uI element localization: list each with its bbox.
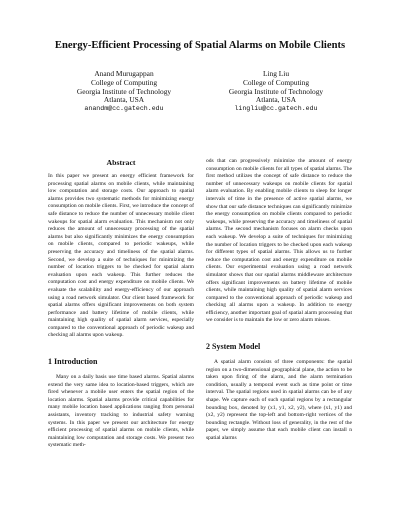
abstract-text: In this paper we present an energy efficient framework for processing spatial alarms on mobile clients, while maintaining low computation and storage costs. Our approach to spatial alarms provides two systematic methods for minimizing energy consumption on mobile clients. First, we introduce the concept of safe distance to reduce the number of unnecessary mobile client wakeups for spatial alarm evaluation. This mechanism not only reduces the amount of unnecessary processing of the spatial alarms but also significantly minimizes the energy consumption on mobile clients, compared to periodic wakeups, while preserving the accuracy and timeliness of the spatial alarms. Second, we develop a suite of techniques for minimizing the number of location triggers to be checked for spatial alarm evaluation upon each wakeup. This further reduces the computation cost and energy expenditure on mobile clients. We evaluate the scalability and energy-efficiency of our approach using a road network simulator. Our client based framework for spatial alarms offers significant improvements on both system performance and battery lifetime of mobile clients, while maintaining high quality of spatial alarm services, especially compared to the conventional approach of periodic wakeup and checking all alarms upon wakeup.: [48, 173, 194, 339]
introduction-continuation: ods that can progressively minimize the amount of energy consumption on mobile clients for all types of spatial alarms. The first method utilizes the concept of safe distance to reduce the number of unnecessary wakeups on mobile clients for spatial alarm evaluation. By enabling mobile clients to sleep for longer intervals of time in the presence of active spatial alarms, we show that our safe distance techniques can significantly minimize the energy consumption on mobile clients compared to periodic wakeups, while preserving the accuracy and timeliness of spatial alarms. The second mechanism focuses on alarm checks upon each wakeup. We develop a suite of techniques for minimizing the number of location triggers to be checked upon each wakeup for different types of spatial alarms. This allows us to further reduce the computation cost and energy expenditure on mobile clients. Our experimental evaluation using a road network simulator shows that our spatial alarms middleware architecture offers significant improvements on battery lifetime of mobile clients, while maintaining high quality of spatial alarm services compared to the conventional approach of periodic wakeup and checking all alarms upon a wakeup. In addition to energy efficiency, another important goal of spatial alarm processing that we consider is to maintain the low or zero alarm misses.: [206, 158, 352, 324]
body-columns: [48, 158, 352, 450]
introduction-paragraph: Many on a daily basis use time based alarms. Spatial alarms extend the very same idea to location-based triggers, which are fired whenever a mobile user enters the spatial region of the location alarms. Spatial alarms provide critical capabilities for many mobile location based applications ranging from personal assistants, inventory tracking to industrial safety warning systems. In this paper we present our architecture for energy efficient processing of spatial alarms on mobile clients, while maintaining low computation and storage costs. We present two systematic meth-: [48, 374, 194, 449]
system-model-heading: 2 System Model: [206, 342, 261, 352]
author-location: Atlanta, USA: [255, 95, 297, 105]
author-name: Anand Murugappan: [94, 69, 154, 78]
right-column: [206, 158, 352, 450]
system-model-paragraph: A spatial alarm consists of three components: the spatial region on a two-dimensional geographical plane, the action to be taken upon firing of the alarm, and the alarm termination condition, usually a temporal event such as time point or time interval. The spatial regions used in spatial alarms can be of any shape. We capture each of such spatial regions by a rectangular bounding box, denoted by (x1, y1, x2, y2), where (x1, y1) and (x2, y2) represent the top-left and bottom-right vertices of the bounding rectangle. Without loss of generality, in the rest of the paper, we simply assume that each mobile client can install n spatial alarms: [206, 359, 352, 441]
author-location: Atlanta, USA: [103, 95, 145, 105]
author-block: [48, 70, 352, 114]
author-1: [48, 70, 200, 114]
author-affiliation: College of Computing: [242, 77, 310, 87]
author-institution: Georgia Institute of Technology: [76, 86, 172, 96]
author-2: [200, 70, 352, 114]
author-affiliation: College of Computing: [90, 77, 158, 87]
paper-title: Energy-Efficient Processing of Spatial Alarms on Mobile Clients: [54, 40, 346, 51]
abstract-heading: Abstract: [106, 158, 136, 167]
author-name: Ling Liu: [262, 69, 290, 78]
author-email[interactable]: lingliu@cc.gatech.edu: [234, 105, 318, 113]
introduction-heading: 1 Introduction: [48, 357, 98, 367]
author-institution: Georgia Institute of Technology: [228, 86, 324, 96]
author-email[interactable]: anandm@cc.gatech.edu: [84, 105, 164, 113]
left-column: [48, 158, 194, 450]
